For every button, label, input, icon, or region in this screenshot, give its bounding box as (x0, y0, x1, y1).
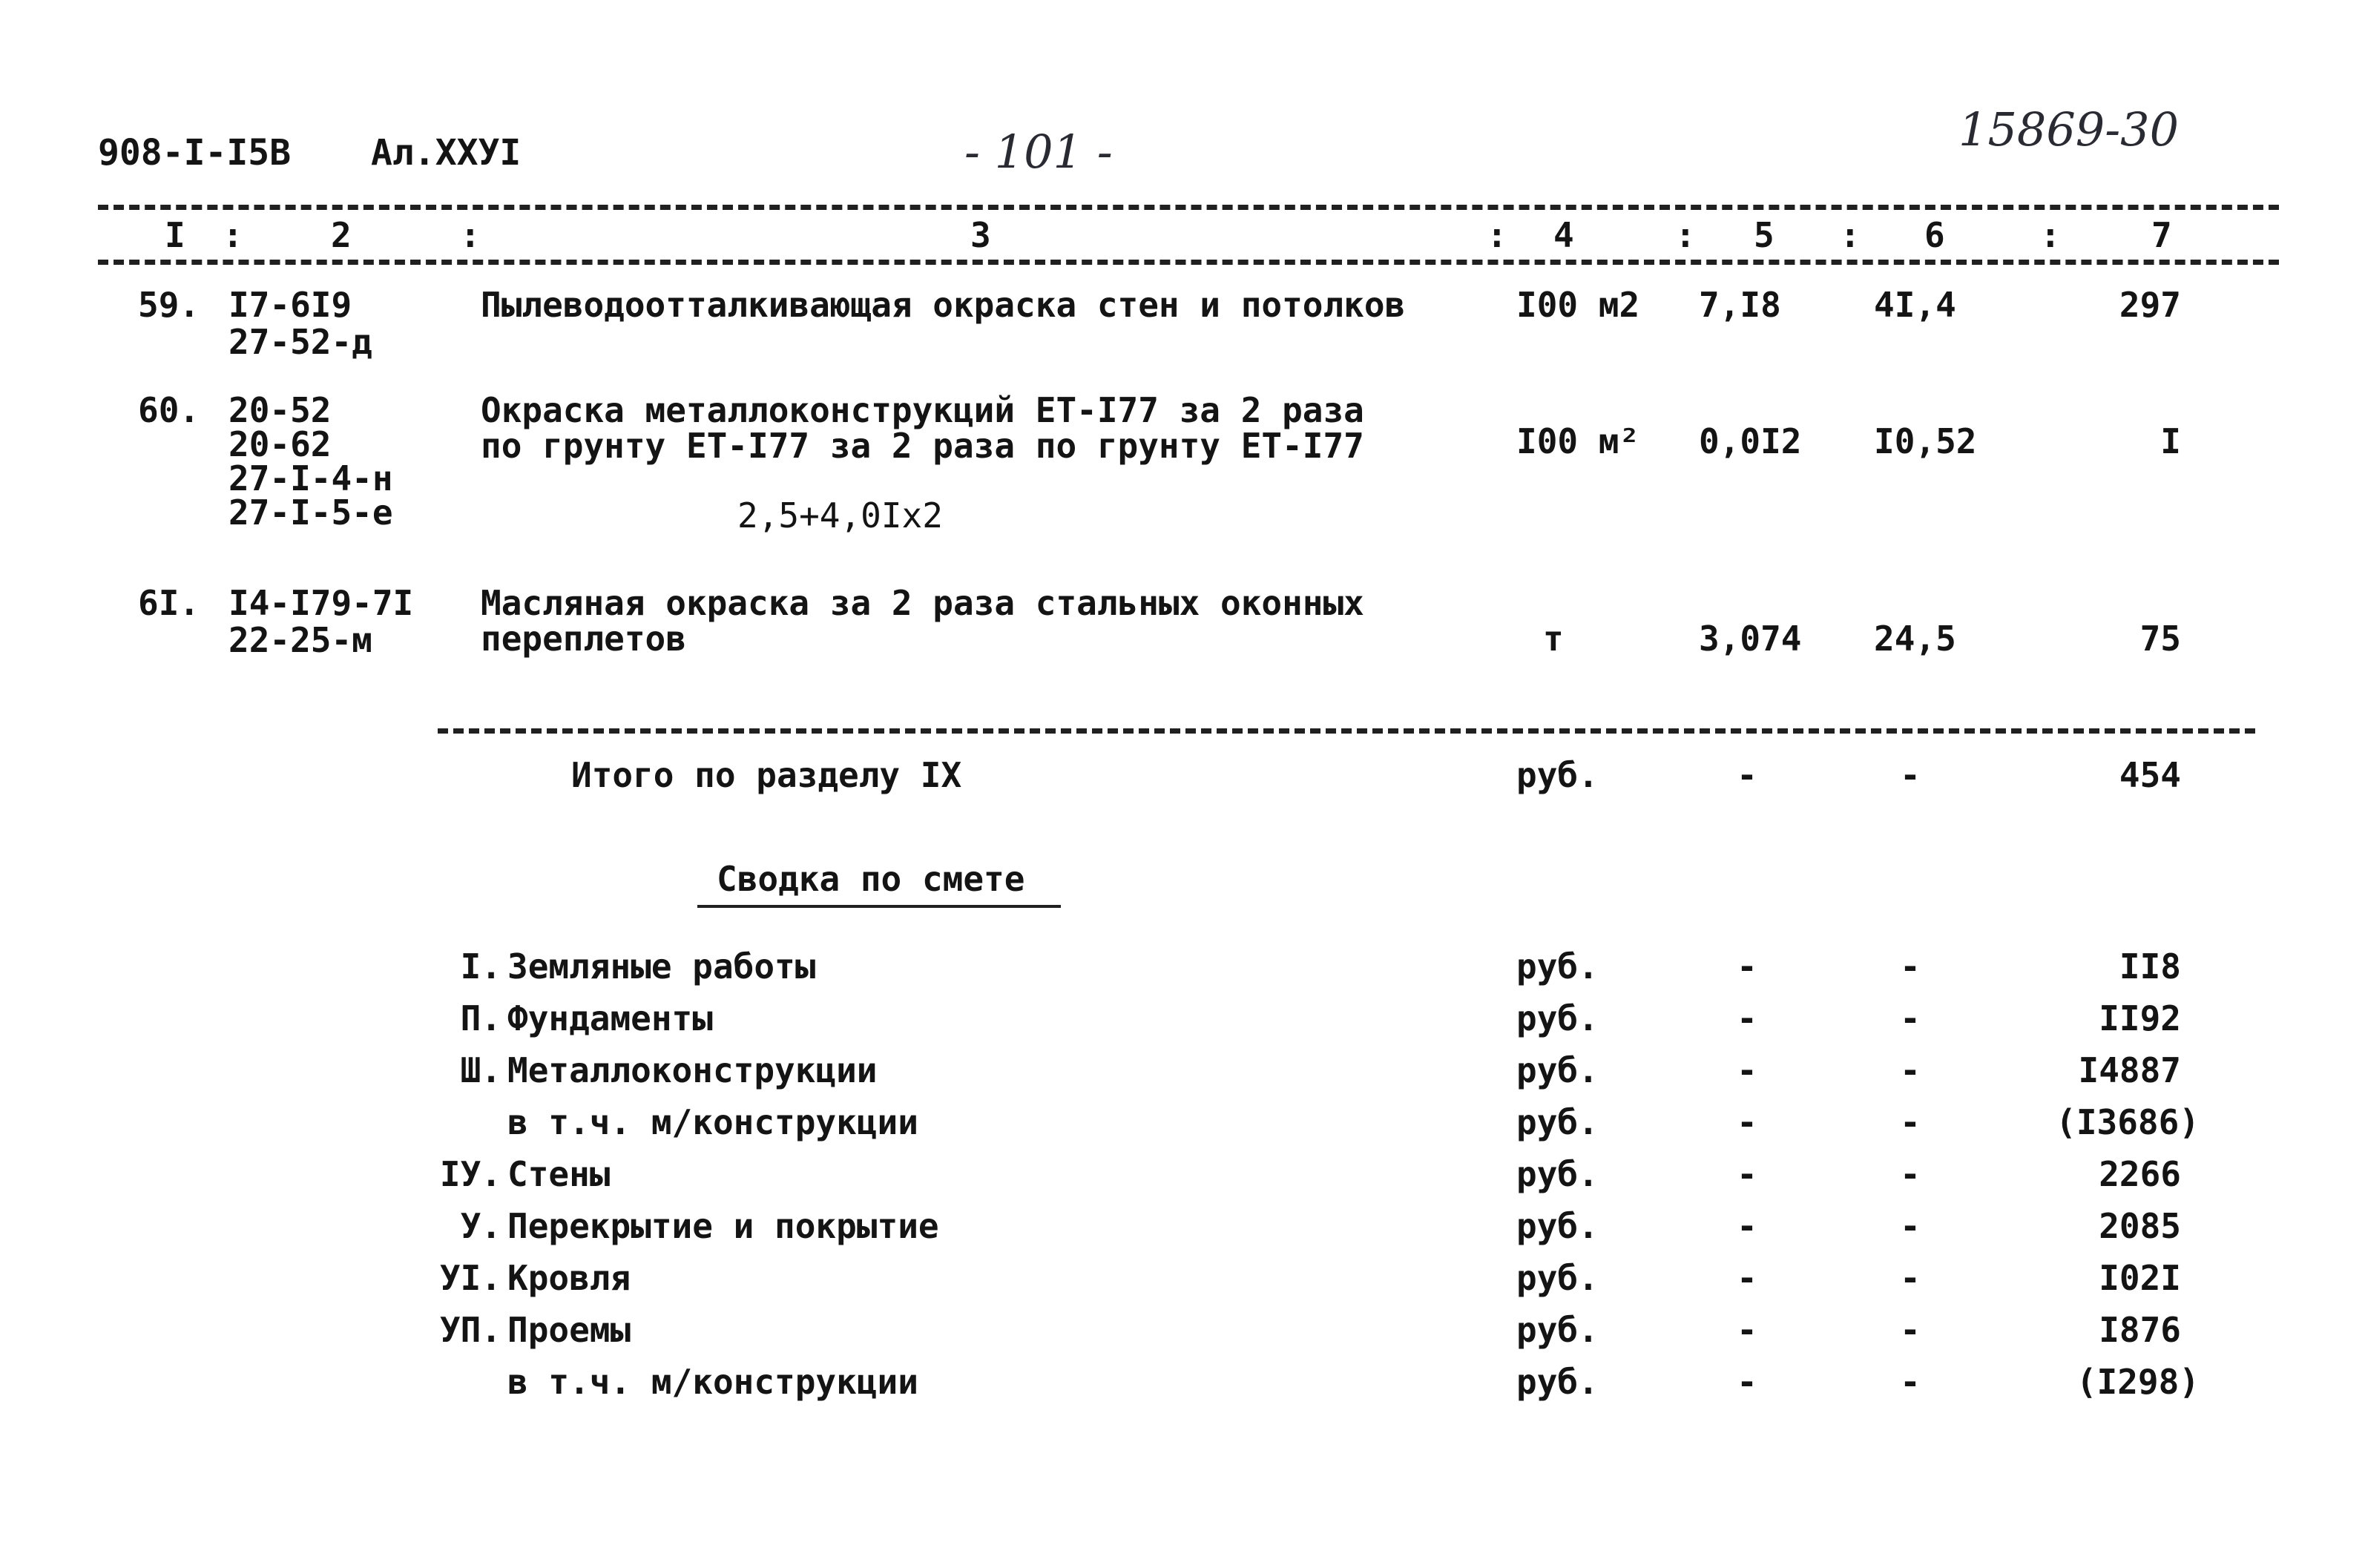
album-label: Ал.XXУI (371, 132, 522, 174)
summary-row-total: II8 (2119, 946, 2181, 986)
column-separator: : (1487, 215, 1507, 255)
summary-row-number: IУ. (439, 1154, 501, 1194)
summary-row-unit: руб. (1516, 1258, 1599, 1298)
row-code: 22-25-м (228, 620, 372, 660)
summary-row-number: Ш. (460, 1050, 501, 1090)
summary-row-label: Металлоконструкции (507, 1050, 878, 1090)
summary-row-label: Проемы (507, 1310, 631, 1350)
row-unit: т (1543, 619, 1564, 659)
row-price: 4I,4 (1874, 285, 1956, 325)
row-total: 297 (2119, 285, 2181, 325)
row-unit: I00 м2 (1516, 285, 1640, 325)
summary-row-label: Фундаменты (507, 998, 713, 1038)
row-quantity: 7,I8 (1699, 285, 1781, 325)
row-code: I4-I79-7I (228, 583, 414, 623)
summary-row-price: - (1900, 1206, 1921, 1246)
page-number: - 101 - (964, 125, 1113, 179)
summary-row-unit: руб. (1516, 1310, 1599, 1350)
summary-row-qty: - (1737, 998, 1757, 1038)
row-code: 20-62 (228, 424, 332, 464)
row-code: I7-6I9 (228, 285, 352, 325)
summary-row-qty: - (1737, 1310, 1757, 1350)
row-description: Окраска металлоконструкций ЕТ-I77 за 2 раза (481, 390, 1364, 430)
row-total: 75 (2139, 619, 2181, 659)
summary-row-unit: руб. (1516, 998, 1599, 1038)
section-total-unit: руб. (1516, 755, 1599, 795)
summary-row-label: в т.ч. м/конструкции (507, 1362, 918, 1402)
row-description: переплетов (481, 619, 686, 659)
column-number: 5 (1754, 215, 1774, 255)
row-formula: 2,5+4,0Iх2 (737, 495, 943, 536)
section-total-price: - (1900, 755, 1921, 795)
summary-row-total: 2266 (2099, 1154, 2181, 1194)
column-number-rule (98, 260, 2279, 265)
summary-row-label: в т.ч. м/конструкции (507, 1102, 918, 1142)
summary-row-unit: руб. (1516, 1154, 1599, 1194)
summary-row-total: I02I (2099, 1258, 2181, 1298)
column-number: I (165, 215, 185, 255)
summary-row-qty: - (1737, 1362, 1757, 1402)
summary-row-qty: - (1737, 1206, 1757, 1246)
summary-row-price: - (1900, 1102, 1921, 1142)
summary-row-label: Перекрытие и покрытие (507, 1206, 939, 1246)
sheet-number: 15869-30 (1958, 102, 2180, 157)
column-number: 2 (331, 215, 352, 255)
column-number: 4 (1553, 215, 1574, 255)
row-quantity: 0,0I2 (1699, 421, 1802, 461)
summary-row-total: (I298) (2076, 1362, 2200, 1402)
summary-row-price: - (1900, 1154, 1921, 1194)
summary-row-unit: руб. (1516, 1206, 1599, 1246)
column-separator: : (460, 215, 481, 255)
summary-row-qty: - (1737, 1050, 1757, 1090)
row-quantity: 3,074 (1699, 619, 1802, 659)
summary-row-price: - (1900, 1258, 1921, 1298)
summary-row-unit: руб. (1516, 1050, 1599, 1090)
row-code: 27-52-д (228, 322, 372, 362)
summary-row-price: - (1900, 1362, 1921, 1402)
document-code: 908-I-I5B (98, 132, 292, 174)
summary-row-total: II92 (2099, 998, 2181, 1038)
summary-row-qty: - (1737, 1102, 1757, 1142)
column-separator: : (1840, 215, 1861, 255)
summary-row-unit: руб. (1516, 1102, 1599, 1142)
column-separator: : (223, 215, 243, 255)
summary-row-qty: - (1737, 946, 1757, 986)
summary-row-number: П. (460, 998, 501, 1038)
row-number: 6I. (138, 583, 200, 623)
column-number: 3 (970, 215, 991, 255)
summary-row-number: УI. (439, 1258, 501, 1298)
summary-title-underline (697, 905, 1061, 908)
row-price: 24,5 (1874, 619, 1956, 659)
summary-row-qty: - (1737, 1258, 1757, 1298)
section-rule (438, 728, 2255, 734)
summary-row-total: I4887 (2078, 1050, 2181, 1090)
summary-row-total: 2085 (2099, 1206, 2181, 1246)
row-unit: I00 м² (1516, 421, 1640, 461)
row-number: 59. (138, 285, 200, 325)
row-price: I0,52 (1874, 421, 1977, 461)
summary-row-total: I876 (2099, 1310, 2181, 1350)
row-code: 20-52 (228, 390, 332, 430)
summary-row-number: I. (460, 946, 501, 986)
column-separator: : (2040, 215, 2061, 255)
summary-row-total: (I3686) (2056, 1102, 2200, 1142)
section-total-qty: - (1737, 755, 1757, 795)
summary-row-price: - (1900, 998, 1921, 1038)
row-description: Масляная окраска за 2 раза стальных оконных (481, 583, 1364, 623)
column-number: 7 (2151, 215, 2172, 255)
summary-row-label: Земляные работы (507, 946, 816, 986)
summary-row-label: Кровля (507, 1258, 631, 1298)
summary-row-unit: руб. (1516, 946, 1599, 986)
summary-row-number: У. (460, 1206, 501, 1246)
summary-row-qty: - (1737, 1154, 1757, 1194)
summary-row-label: Стены (507, 1154, 611, 1194)
summary-row-number: УП. (439, 1310, 501, 1350)
row-total: I (2160, 421, 2181, 461)
summary-row-price: - (1900, 1050, 1921, 1090)
row-code: 27-I-5-е (228, 493, 393, 533)
summary-row-unit: руб. (1516, 1362, 1599, 1402)
section-total-label: Итого по разделу IX (571, 755, 962, 795)
row-number: 60. (138, 390, 200, 430)
summary-title: Сводка по смете (717, 859, 1025, 899)
section-total-value: 454 (2119, 755, 2181, 795)
row-description: Пылеводоотталкивающая окраска стен и потолков (481, 285, 1406, 325)
summary-row-price: - (1900, 1310, 1921, 1350)
row-code: 27-I-4-н (228, 458, 393, 498)
column-separator: : (1675, 215, 1696, 255)
row-description: по грунту ЕТ-I77 за 2 раза по грунту ЕТ-I77 (481, 426, 1364, 466)
header-rule (98, 205, 2279, 210)
summary-row-price: - (1900, 946, 1921, 986)
column-number: 6 (1924, 215, 1945, 255)
